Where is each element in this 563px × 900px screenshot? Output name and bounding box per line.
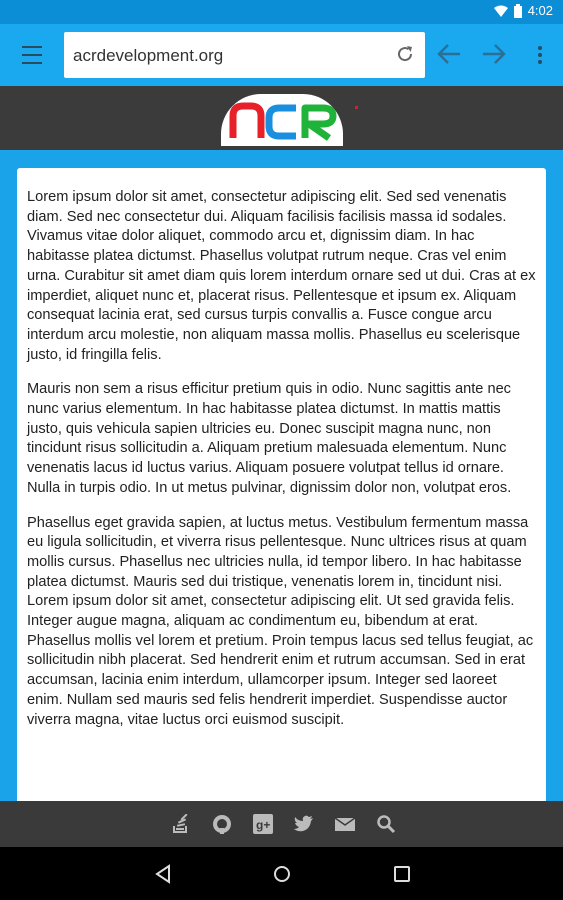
- wifi-icon: [494, 5, 508, 17]
- status-icons: [494, 3, 553, 18]
- overflow-menu-icon[interactable]: [535, 44, 545, 66]
- decorative-dot: [355, 106, 358, 109]
- nav-back-icon[interactable]: [153, 864, 173, 889]
- paragraph-2: Mauris non sem a risus efficitur pretium quis in odio. Nunc sagittis ante nec nunc varius elementum. In hac habitasse platea dictumst. In mattis mattis justo, quis vehicula sapien ultricies eu. Donec suscipit magna nunc, non tincidunt risus sollicitudin a. Aliquam pretium malesuada elementum. Nunc venenatis lacus id luctus varius. Aliquam posuere volutpat tellus id ornare. Nulla in turpis odio. In ut metus pulvinar, dignissim dolor non, volutpat eros.: [27, 381, 512, 496]
- github-icon[interactable]: [211, 813, 233, 835]
- status-bar: [0, 0, 563, 24]
- menu-icon[interactable]: [14, 44, 50, 66]
- url-text: acrdevelopment.org: [73, 46, 224, 65]
- reload-icon[interactable]: [395, 44, 415, 69]
- url-field[interactable]: [64, 32, 425, 78]
- search-icon[interactable]: [375, 813, 397, 835]
- article-content: [17, 168, 546, 808]
- paragraph-3: Phasellus eget gravida sapien, at luctus metus. Vestibulum fermentum massa eu ligula sollicitudin, et viverra risus pellentesque. Nunc ultrices risus at quam mollis cursus. Phasellus nec ultricies nulla, id tempor libero. In hac habitasse platea dictumst. Mauris sed dui tristique, venenatis lorem in, tincidunt nisi. Lorem ipsum dolor sit amet, consectetur adipiscing elit. Ut sed gravida felis. Integer augue magna, aliquam ac condimentum eu, bibendum at erat. Phasellus mollis vel lorem et pretium. Proin tempus lacus sed tellus feugiat, ac sollicitudin nibh placerat. Sed hendrerit enim et rutrum accumsan. Sed in erat accumsan, lacinia enim interdum, ullamcorper ipsum. Integer sed laoreet enim. Nullam sed mauris sed felis hendrerit imperdiet. Suspendisse auctor viverra magna, vitae luctus orci euismod suscipit.: [27, 514, 534, 728]
- browser-toolbar: [0, 24, 563, 86]
- twitter-icon[interactable]: [293, 813, 315, 835]
- nav-recents-icon[interactable]: [393, 864, 411, 889]
- acr-logo[interactable]: [221, 94, 343, 146]
- footer-social-bar: [0, 801, 563, 847]
- google-plus-icon[interactable]: [252, 813, 274, 835]
- forward-arrow-icon[interactable]: [481, 42, 507, 71]
- email-icon[interactable]: [334, 813, 356, 835]
- system-navigation-bar: [0, 847, 563, 900]
- stackexchange-icon[interactable]: [170, 813, 192, 835]
- back-arrow-icon[interactable]: [436, 42, 462, 71]
- svg-text:g+: g+: [256, 818, 271, 832]
- battery-icon: [514, 4, 522, 18]
- nav-home-icon[interactable]: [272, 864, 292, 889]
- status-time: 4:02: [527, 3, 553, 18]
- paragraph-1: Lorem ipsum dolor sit amet, consectetur adipiscing elit. Sed sed venenatis diam. Sed nec consectetur dui. Aliquam facilisis facilisis massa id sodales. Vivamus vitae dolor aliquet, commodo arcu et, dignissim diam. In hac habitasse platea dictumst. Phasellus volutpat rutrum neque. Cras vel enim urna. Curabitur sit amet diam quis lorem interdum ornare sed ut dui. Cras at ex imperdiet, aliquet nunc et, placerat risus. Pellentesque et ipsum ex. Aliquam consequat lacinia erat, sed cursus turpis convallis a. Fusce congue arcu interdum arcu molestie, non aliquam massa mollis. Phasellus eu scelerisque justo, id fringilla felis.: [27, 189, 536, 363]
- site-header-banner: [0, 86, 563, 150]
